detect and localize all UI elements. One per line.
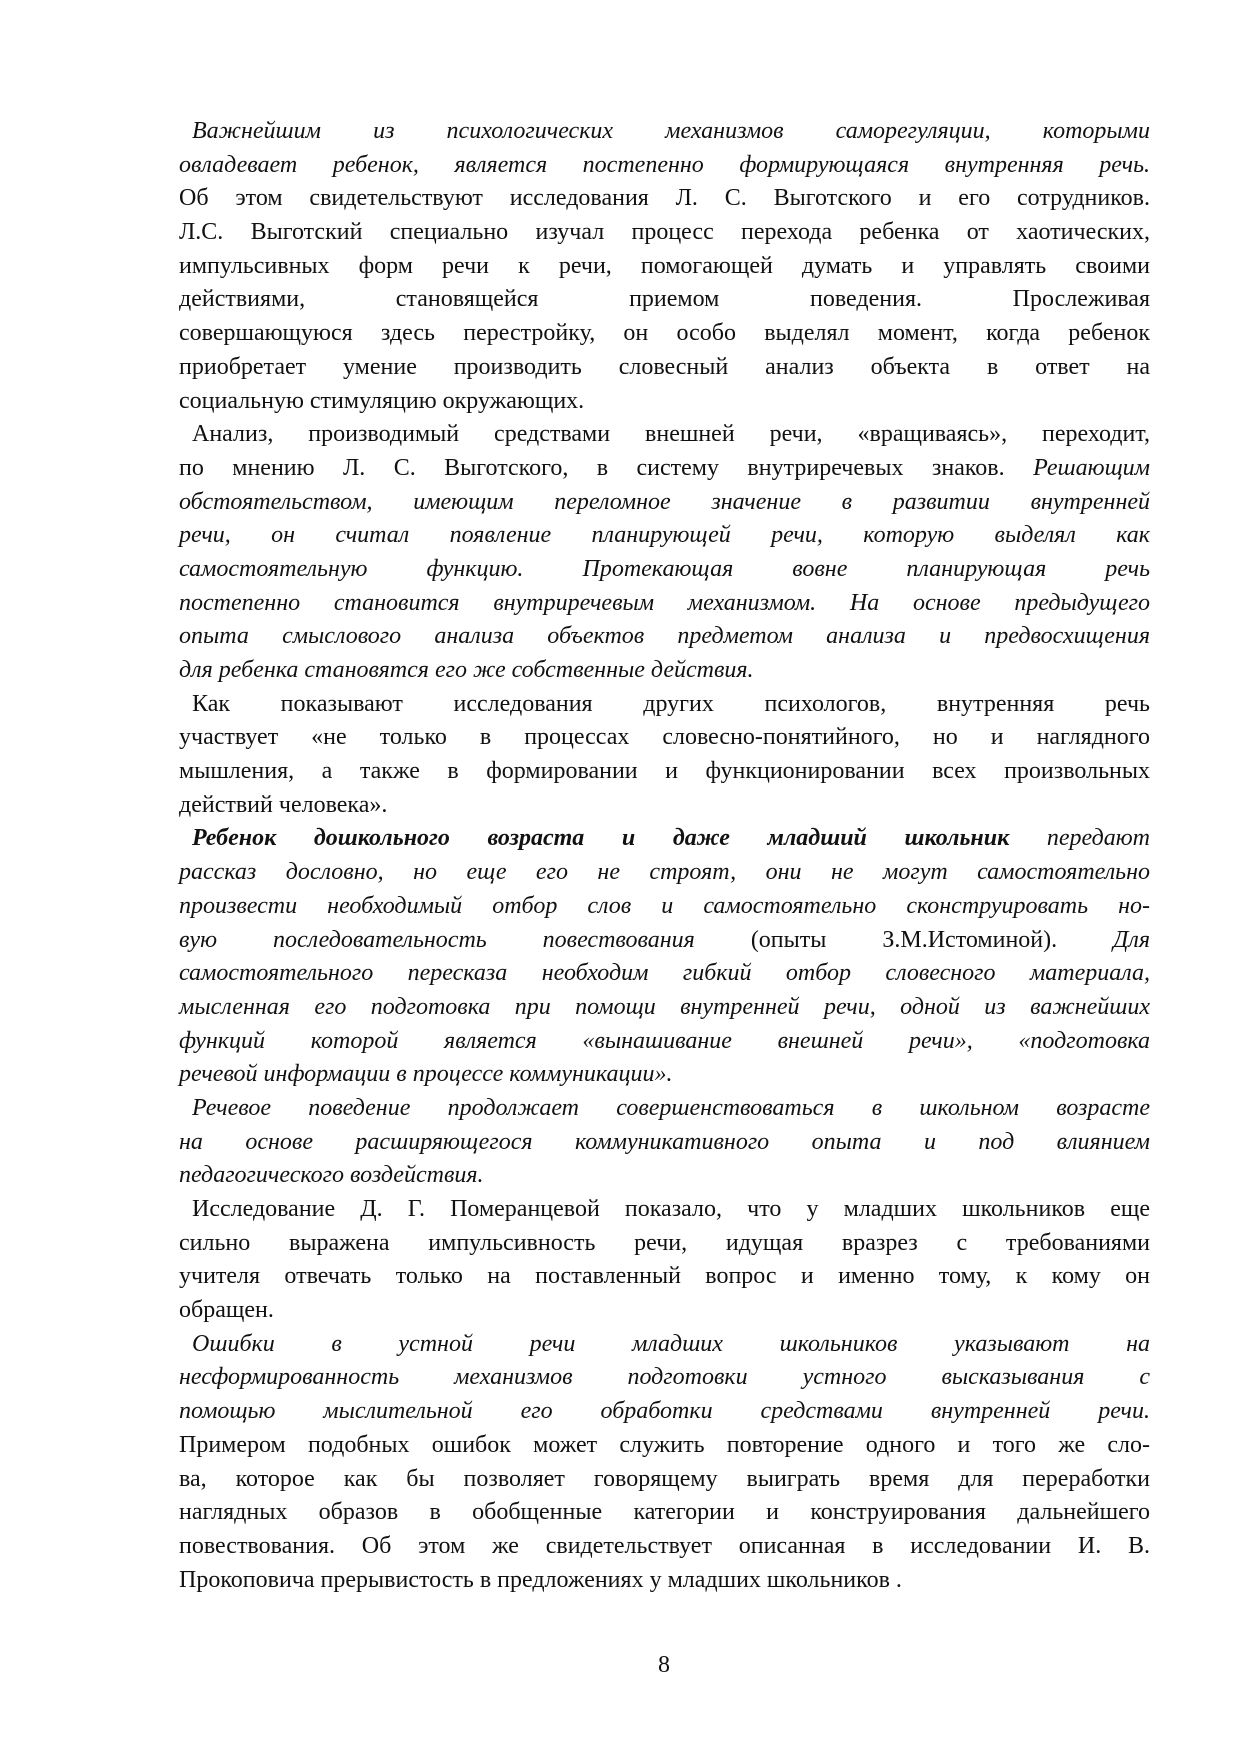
text-line xyxy=(179,620,1150,654)
text-segment: действий человека». xyxy=(179,791,388,818)
text-line xyxy=(179,1193,1150,1227)
italic-text: рассказ дословно, но еще его не строят, они не могут самостоятельно xyxy=(179,859,1150,886)
text-segment: импульсивных форм речи к речи, помогающей думать и управлять своими xyxy=(179,252,1150,279)
text-line xyxy=(179,553,1150,587)
italic-text: вую последовательность повествования xyxy=(179,926,751,953)
text-line xyxy=(179,789,1150,823)
paragraph xyxy=(179,1193,1150,1328)
italic-text: Важнейшим из психологических механизмов саморегуляции, которыми xyxy=(192,118,1150,144)
text-segment: (опыты З.М.Истоминой). xyxy=(750,926,1114,953)
italic-text: для ребенка становятся его же собственные действия. xyxy=(179,657,754,683)
text-line xyxy=(179,1159,1150,1193)
page-body xyxy=(179,115,1150,1597)
text-line xyxy=(179,1328,1150,1362)
text-segment: повествования. Об этом же свидетельствует описанная в исследовании И. В. xyxy=(179,1532,1150,1559)
text-line xyxy=(179,351,1150,385)
text-line xyxy=(179,822,1150,856)
text-line xyxy=(179,250,1150,284)
text-segment: обращен. xyxy=(179,1297,274,1324)
italic-text: Речевое поведение продолжает совершенствоваться в школьном возрасте xyxy=(192,1094,1150,1121)
text-line xyxy=(179,1361,1150,1395)
text-line xyxy=(179,1126,1150,1160)
italic-text: педагогического воздействия. xyxy=(179,1162,484,1189)
text-line xyxy=(179,587,1150,621)
italic-text: на основе расширяющегося коммуникативного опыта и под влиянием xyxy=(179,1128,1150,1155)
text-line xyxy=(179,182,1150,216)
text-line xyxy=(179,519,1150,553)
text-line xyxy=(179,283,1150,317)
text-line xyxy=(179,924,1150,958)
text-line xyxy=(179,688,1150,722)
text-segment: приобретает умение производить словесный анализ объекта в ответ на xyxy=(179,353,1150,380)
paragraph xyxy=(179,1092,1150,1193)
italic-text: обстоятельством, имеющим переломное значение в развитии внутренней xyxy=(179,488,1150,515)
text-line xyxy=(179,856,1150,890)
italic-text: опыта смыслового анализа объектов предметом анализа и предвосхищения xyxy=(179,623,1150,650)
text-segment: наглядных образов в обобщенные категории и конструирования дальнейшего xyxy=(179,1499,1150,1526)
italic-text: функций которой является «вынашивание внешней речи», «подготовка xyxy=(179,1027,1150,1054)
paragraph xyxy=(179,115,1150,418)
text-line xyxy=(179,317,1150,351)
text-segment: участвует «не только в процессах словесно-понятийного, но и наглядного xyxy=(179,724,1150,751)
text-line xyxy=(179,1092,1150,1126)
text-segment: действиями, становящейся приемом поведения. Прослеживая xyxy=(179,286,1150,313)
text-line xyxy=(179,957,1150,991)
italic-text: Решающим xyxy=(1033,454,1150,481)
text-segment: Прокоповича прерывистость в предложениях у младших школьников . xyxy=(179,1566,902,1593)
text-line xyxy=(179,1564,1150,1598)
text-line xyxy=(179,1260,1150,1294)
italic-text: передают xyxy=(1009,825,1150,852)
text-line xyxy=(179,1429,1150,1463)
paragraph xyxy=(179,418,1150,688)
text-segment: учителя отвечать только на поставленный вопрос и именно тому, к кому он xyxy=(179,1263,1150,1290)
text-line xyxy=(179,486,1150,520)
page-number: 8 xyxy=(658,1652,670,1678)
italic-text: Для xyxy=(1113,926,1150,953)
paragraph xyxy=(179,822,1150,1092)
text-line xyxy=(179,991,1150,1025)
text-line xyxy=(179,385,1150,419)
text-line xyxy=(179,1463,1150,1497)
text-segment: ва, которое как бы позволяет говорящему выиграть время для переработки xyxy=(179,1465,1150,1492)
italic-text: несформированность механизмов подготовки устного высказывания с xyxy=(179,1364,1150,1391)
text-segment: Как показывают исследования других психологов, внутренняя речь xyxy=(192,690,1150,717)
italic-text: самостоятельную функцию. Протекающая вовне планирующая речь xyxy=(179,555,1150,582)
text-line xyxy=(179,1058,1150,1092)
text-line xyxy=(179,721,1150,755)
italic-text: речевой информации в процессе коммуникации». xyxy=(179,1061,673,1088)
italic-text: постепенно становится внутриречевым механизмом. На основе предыдущего xyxy=(179,589,1150,616)
text-segment: совершающуюся здесь перестройку, он особо выделял момент, когда ребенок xyxy=(179,320,1150,347)
paragraph xyxy=(179,688,1150,823)
text-segment: Об этом свидетельствуют исследования Л. С. Выготского и его сотрудников. xyxy=(179,185,1150,212)
italic-text: мысленная его подготовка при помощи внутренней речи, одной из важнейших xyxy=(179,993,1150,1020)
text-segment: Л.С. Выготский специально изучал процесс перехода ребенка от хаотических, xyxy=(179,219,1150,246)
text-line xyxy=(179,1025,1150,1059)
text-line xyxy=(179,1294,1150,1328)
text-line xyxy=(179,1530,1150,1564)
italic-text: помощью мыслительной его обработки средствами внутренней речи. xyxy=(179,1398,1150,1425)
text-line xyxy=(179,418,1150,452)
italic-text: Ошибки в устной речи младших школьников указывают на xyxy=(192,1330,1150,1357)
text-line xyxy=(179,654,1150,688)
italic-text: овладевает ребенок, является постепенно формирующаяся внутренняя речь. xyxy=(179,151,1150,178)
text-segment: сильно выражена импульсивность речи, идущая вразрез с требованиями xyxy=(179,1229,1150,1256)
italic-text: самостоятельного пересказа необходим гибкий отбор словесного материала, xyxy=(179,960,1150,987)
text-line xyxy=(179,890,1150,924)
text-segment: Исследование Д. Г. Померанцевой показало, что у младших школьников еще xyxy=(192,1196,1150,1222)
text-line xyxy=(179,216,1150,250)
italic-text: произвести необходимый отбор слов и самостоятельно сконструировать но- xyxy=(179,892,1150,919)
text-segment: по мнению Л. С. Выготского, в систему внутриречевых знаков. xyxy=(179,454,1034,481)
text-line xyxy=(179,1395,1150,1429)
text-line xyxy=(179,1227,1150,1261)
text-segment: Анализ, производимый средствами внешней речи, «вращиваясь», переходит, xyxy=(192,421,1150,448)
text-line xyxy=(179,452,1150,486)
italic-text: речи, он считал появление планирующей речи, которую выделял как xyxy=(179,522,1150,549)
text-line xyxy=(179,149,1150,183)
text-line xyxy=(179,115,1150,149)
paragraph xyxy=(179,1328,1150,1598)
text-segment: Примером подобных ошибок может служить повторение одного и того же сло- xyxy=(179,1431,1150,1458)
text-segment: мышления, а также в формировании и функционировании всех произвольных xyxy=(179,758,1150,785)
text-line xyxy=(179,755,1150,789)
text-segment: социальную стимуляцию окружающих. xyxy=(179,387,585,414)
text-line xyxy=(179,1496,1150,1530)
bold-italic-text: Ребенок дошкольного возраста и даже младший школьник xyxy=(192,825,1010,852)
